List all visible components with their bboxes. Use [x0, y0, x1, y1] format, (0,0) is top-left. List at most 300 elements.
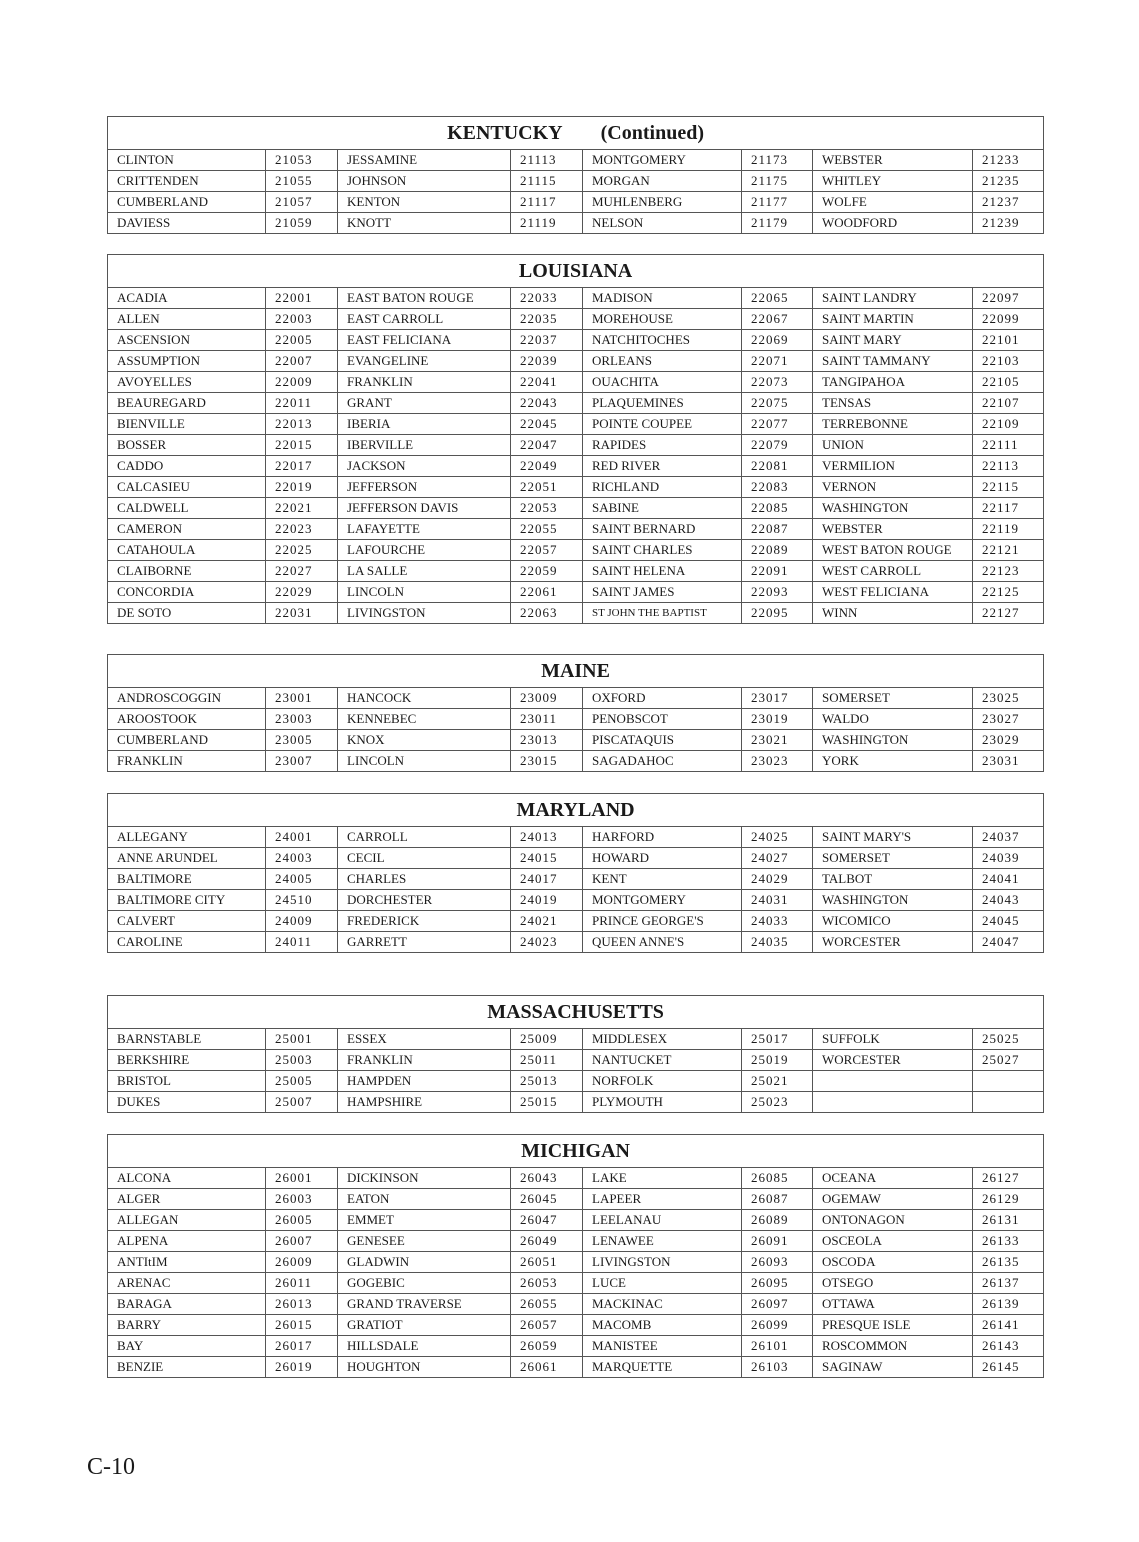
county-name: OSCEOLA — [813, 1231, 973, 1252]
county-name: CALVERT — [108, 911, 266, 932]
county-name: SAINT MARTIN — [813, 309, 973, 330]
county-code: 24023 — [511, 932, 583, 953]
county-name: WINN — [813, 603, 973, 624]
county-code: 22071 — [742, 351, 813, 372]
county-code: 21177 — [742, 192, 813, 213]
county-code: 22021 — [266, 498, 338, 519]
county-code: 26009 — [266, 1252, 338, 1273]
county-code: 22059 — [511, 561, 583, 582]
county-code: 21115 — [511, 171, 583, 192]
county-code: 21053 — [266, 150, 338, 171]
county-name: ALLEGANY — [108, 827, 266, 848]
county-code: 22089 — [742, 540, 813, 561]
state-table-massachusetts — [107, 995, 1044, 1113]
county-name: PRESQUE ISLE — [813, 1315, 973, 1336]
county-code: 26139 — [973, 1294, 1044, 1315]
county-code: 21055 — [266, 171, 338, 192]
county-name: CATAHOULA — [108, 540, 266, 561]
table-row — [108, 869, 1044, 890]
county-name: LUCE — [583, 1273, 742, 1294]
county-code: 22073 — [742, 372, 813, 393]
page-number: C-10 — [87, 1454, 135, 1480]
county-name: OCEANA — [813, 1168, 973, 1189]
county-code: 22117 — [973, 498, 1044, 519]
county-name: ASCENSION — [108, 330, 266, 351]
county-code: 26061 — [511, 1357, 583, 1378]
county-code: 22067 — [742, 309, 813, 330]
county-name: CECIL — [338, 848, 511, 869]
county-code: 21173 — [742, 150, 813, 171]
county-name: SAINT MARY — [813, 330, 973, 351]
county-name: RED RIVER — [583, 456, 742, 477]
county-name: WEBSTER — [813, 150, 973, 171]
county-name: SAGINAW — [813, 1357, 973, 1378]
table-row — [108, 372, 1044, 393]
state-title — [108, 255, 1044, 288]
county-name: LA SALLE — [338, 561, 511, 582]
county-code: 22079 — [742, 435, 813, 456]
county-name: MUHLENBERG — [583, 192, 742, 213]
county-code: 26089 — [742, 1210, 813, 1231]
county-name: LAFOURCHE — [338, 540, 511, 561]
county-code: 26007 — [266, 1231, 338, 1252]
county-name: WOODFORD — [813, 213, 973, 234]
state-title — [108, 655, 1044, 688]
state-title-text: KENTUCKY — [447, 122, 563, 144]
county-code: 24021 — [511, 911, 583, 932]
county-code: 23003 — [266, 709, 338, 730]
table-row — [108, 1210, 1044, 1231]
county-name: SOMERSET — [813, 688, 973, 709]
county-name: GARRETT — [338, 932, 511, 953]
table-row — [108, 213, 1044, 234]
county-name: SAINT LANDRY — [813, 288, 973, 309]
county-code: 26015 — [266, 1315, 338, 1336]
county-name: WEBSTER — [813, 519, 973, 540]
county-name: ACADIA — [108, 288, 266, 309]
county-code: 23031 — [973, 751, 1044, 772]
county-name: NORFOLK — [583, 1071, 742, 1092]
county-name: WALDO — [813, 709, 973, 730]
county-name: MADISON — [583, 288, 742, 309]
county-name: ORLEANS — [583, 351, 742, 372]
county-name: LIVINGSTON — [338, 603, 511, 624]
county-code: 26135 — [973, 1252, 1044, 1273]
county-name: WEST FELICIANA — [813, 582, 973, 603]
county-name: GRATIOT — [338, 1315, 511, 1336]
county-code: 23015 — [511, 751, 583, 772]
table-row — [108, 848, 1044, 869]
county-code: 26003 — [266, 1189, 338, 1210]
county-code: 25009 — [511, 1029, 583, 1050]
county-code: 24037 — [973, 827, 1044, 848]
county-name: MORGAN — [583, 171, 742, 192]
county-name: GOGEBIC — [338, 1273, 511, 1294]
county-code — [973, 1071, 1044, 1092]
county-code: 22043 — [511, 393, 583, 414]
state-title-text: MASSACHUSETTS — [487, 1001, 664, 1023]
county-name: CAROLINE — [108, 932, 266, 953]
county-name: WASHINGTON — [813, 730, 973, 751]
table-row — [108, 498, 1044, 519]
county-code: 26131 — [973, 1210, 1044, 1231]
county-name: JACKSON — [338, 456, 511, 477]
county-code: 22105 — [973, 372, 1044, 393]
county-code: 26099 — [742, 1315, 813, 1336]
county-name: PLAQUEMINES — [583, 393, 742, 414]
county-code: 22095 — [742, 603, 813, 624]
county-name: SAINT HELENA — [583, 561, 742, 582]
county-name: PISCATAQUIS — [583, 730, 742, 751]
county-name: ALCONA — [108, 1168, 266, 1189]
county-code: 24041 — [973, 869, 1044, 890]
county-code: 26103 — [742, 1357, 813, 1378]
county-name: CHARLES — [338, 869, 511, 890]
county-name: SAGADAHOC — [583, 751, 742, 772]
county-code: 25007 — [266, 1092, 338, 1113]
county-code: 21113 — [511, 150, 583, 171]
county-code: 24009 — [266, 911, 338, 932]
table-row — [108, 309, 1044, 330]
county-code: 26045 — [511, 1189, 583, 1210]
county-code: 26013 — [266, 1294, 338, 1315]
county-name: WOLFE — [813, 192, 973, 213]
county-name: BAY — [108, 1336, 266, 1357]
county-code: 22063 — [511, 603, 583, 624]
county-name: CARROLL — [338, 827, 511, 848]
county-name: BARNSTABLE — [108, 1029, 266, 1050]
county-code: 23021 — [742, 730, 813, 751]
county-name: EATON — [338, 1189, 511, 1210]
county-code: 22019 — [266, 477, 338, 498]
county-code: 26057 — [511, 1315, 583, 1336]
table-row — [108, 1252, 1044, 1273]
county-code: 21059 — [266, 213, 338, 234]
county-code: 22053 — [511, 498, 583, 519]
county-name: MACOMB — [583, 1315, 742, 1336]
county-code: 22005 — [266, 330, 338, 351]
county-name: SAINT CHARLES — [583, 540, 742, 561]
state-table-kentucky — [107, 116, 1044, 234]
county-code: 21237 — [973, 192, 1044, 213]
county-name: CRITTENDEN — [108, 171, 266, 192]
county-name: GRAND TRAVERSE — [338, 1294, 511, 1315]
county-code: 24027 — [742, 848, 813, 869]
county-name: CLINTON — [108, 150, 266, 171]
county-code: 24045 — [973, 911, 1044, 932]
county-name: KENT — [583, 869, 742, 890]
county-name: DE SOTO — [108, 603, 266, 624]
county-code: 24043 — [973, 890, 1044, 911]
county-name: LAFAYETTE — [338, 519, 511, 540]
county-name: WORCESTER — [813, 932, 973, 953]
county-name: FREDERICK — [338, 911, 511, 932]
county-code: 25011 — [511, 1050, 583, 1071]
table-row — [108, 1357, 1044, 1378]
county-name: POINTE COUPEE — [583, 414, 742, 435]
county-name: JEFFERSON DAVIS — [338, 498, 511, 519]
county-code: 23023 — [742, 751, 813, 772]
state-title — [108, 794, 1044, 827]
county-name: BRISTOL — [108, 1071, 266, 1092]
county-name: ROSCOMMON — [813, 1336, 973, 1357]
county-name: WHITLEY — [813, 171, 973, 192]
county-name: BALTIMORE CITY — [108, 890, 266, 911]
county-code: 25025 — [973, 1029, 1044, 1050]
county-name: TERREBONNE — [813, 414, 973, 435]
table-row — [108, 911, 1044, 932]
county-code: 26017 — [266, 1336, 338, 1357]
county-code: 22011 — [266, 393, 338, 414]
county-code: 22065 — [742, 288, 813, 309]
county-code: 23017 — [742, 688, 813, 709]
county-code: 26137 — [973, 1273, 1044, 1294]
county-code: 22069 — [742, 330, 813, 351]
county-code: 24017 — [511, 869, 583, 890]
county-name: CALDWELL — [108, 498, 266, 519]
county-name: OSCODA — [813, 1252, 973, 1273]
county-code: 22057 — [511, 540, 583, 561]
county-code: 22091 — [742, 561, 813, 582]
county-name: OTSEGO — [813, 1273, 973, 1294]
table-row — [108, 1071, 1044, 1092]
county-code: 24025 — [742, 827, 813, 848]
county-name: JEFFERSON — [338, 477, 511, 498]
county-name: VERMILION — [813, 456, 973, 477]
table-row — [108, 519, 1044, 540]
table-row — [108, 330, 1044, 351]
county-name — [813, 1092, 973, 1113]
county-code: 22017 — [266, 456, 338, 477]
county-code: 24031 — [742, 890, 813, 911]
county-code: 22051 — [511, 477, 583, 498]
county-code: 22097 — [973, 288, 1044, 309]
county-name: KENTON — [338, 192, 511, 213]
county-code: 26101 — [742, 1336, 813, 1357]
county-name: SOMERSET — [813, 848, 973, 869]
state-title-suffix: (Continued) — [600, 122, 704, 144]
table-row — [108, 1029, 1044, 1050]
county-name: DUKES — [108, 1092, 266, 1113]
county-name: WASHINGTON — [813, 498, 973, 519]
county-name — [813, 1071, 973, 1092]
state-title — [108, 1135, 1044, 1168]
county-code: 22103 — [973, 351, 1044, 372]
table-row — [108, 582, 1044, 603]
county-code: 24003 — [266, 848, 338, 869]
county-code: 25005 — [266, 1071, 338, 1092]
table-row — [108, 688, 1044, 709]
county-code — [973, 1092, 1044, 1113]
county-code: 23019 — [742, 709, 813, 730]
county-code: 26141 — [973, 1315, 1044, 1336]
county-name: WORCESTER — [813, 1050, 973, 1071]
state-title-text: MICHIGAN — [521, 1140, 630, 1162]
county-name: DICKINSON — [338, 1168, 511, 1189]
county-code: 22093 — [742, 582, 813, 603]
county-name: MANISTEE — [583, 1336, 742, 1357]
table-row — [108, 1050, 1044, 1071]
county-code: 22125 — [973, 582, 1044, 603]
county-name: GENESEE — [338, 1231, 511, 1252]
county-code: 22029 — [266, 582, 338, 603]
county-name: LINCOLN — [338, 582, 511, 603]
county-name: OUACHITA — [583, 372, 742, 393]
county-code: 26019 — [266, 1357, 338, 1378]
county-code: 22003 — [266, 309, 338, 330]
county-code: 21239 — [973, 213, 1044, 234]
county-name: BARRY — [108, 1315, 266, 1336]
county-code: 25003 — [266, 1050, 338, 1071]
county-code: 25027 — [973, 1050, 1044, 1071]
county-code: 24011 — [266, 932, 338, 953]
county-name: CADDO — [108, 456, 266, 477]
county-code: 26011 — [266, 1273, 338, 1294]
county-name: HAMPDEN — [338, 1071, 511, 1092]
table-row — [108, 1168, 1044, 1189]
table-row — [108, 351, 1044, 372]
county-code: 24029 — [742, 869, 813, 890]
table-row — [108, 1315, 1044, 1336]
county-name: MIDDLESEX — [583, 1029, 742, 1050]
county-code: 26059 — [511, 1336, 583, 1357]
state-title-text: MARYLAND — [516, 799, 635, 821]
county-code: 23001 — [266, 688, 338, 709]
county-name: MONTGOMERY — [583, 150, 742, 171]
county-code: 21235 — [973, 171, 1044, 192]
county-name: NATCHITOCHES — [583, 330, 742, 351]
county-code: 26001 — [266, 1168, 338, 1189]
county-name: OGEMAW — [813, 1189, 973, 1210]
county-code: 24033 — [742, 911, 813, 932]
county-name: LAKE — [583, 1168, 742, 1189]
county-code: 26087 — [742, 1189, 813, 1210]
table-row — [108, 751, 1044, 772]
county-name: YORK — [813, 751, 973, 772]
county-code: 26091 — [742, 1231, 813, 1252]
county-name: BERKSHIRE — [108, 1050, 266, 1071]
county-name: IBERVILLE — [338, 435, 511, 456]
county-name: CUMBERLAND — [108, 192, 266, 213]
table-row — [108, 1336, 1044, 1357]
table-row — [108, 288, 1044, 309]
county-code: 22111 — [973, 435, 1044, 456]
county-code: 23027 — [973, 709, 1044, 730]
county-name: LENAWEE — [583, 1231, 742, 1252]
county-code: 22087 — [742, 519, 813, 540]
county-code: 25019 — [742, 1050, 813, 1071]
county-name: TALBOT — [813, 869, 973, 890]
county-code: 22033 — [511, 288, 583, 309]
county-name: HOWARD — [583, 848, 742, 869]
county-code: 22099 — [973, 309, 1044, 330]
table-row — [108, 1189, 1044, 1210]
county-name: BOSSER — [108, 435, 266, 456]
county-name: DORCHESTER — [338, 890, 511, 911]
county-name: CLAIBORNE — [108, 561, 266, 582]
county-code: 26095 — [742, 1273, 813, 1294]
county-code: 21179 — [742, 213, 813, 234]
county-code: 24047 — [973, 932, 1044, 953]
county-name: HARFORD — [583, 827, 742, 848]
county-name: HOUGHTON — [338, 1357, 511, 1378]
county-code: 26127 — [973, 1168, 1044, 1189]
table-row — [108, 477, 1044, 498]
county-name: EAST FELICIANA — [338, 330, 511, 351]
county-code: 21119 — [511, 213, 583, 234]
county-code: 22121 — [973, 540, 1044, 561]
table-row — [108, 192, 1044, 213]
county-code: 22107 — [973, 393, 1044, 414]
table-row — [108, 540, 1044, 561]
county-code: 22055 — [511, 519, 583, 540]
state-table-michigan — [107, 1134, 1044, 1378]
county-code: 24015 — [511, 848, 583, 869]
county-name: IBERIA — [338, 414, 511, 435]
county-name: ALGER — [108, 1189, 266, 1210]
county-code: 22083 — [742, 477, 813, 498]
county-code: 26051 — [511, 1252, 583, 1273]
state-title — [108, 996, 1044, 1029]
state-table-louisiana — [107, 254, 1044, 624]
table-row — [108, 150, 1044, 171]
county-name: BARAGA — [108, 1294, 266, 1315]
county-code: 24035 — [742, 932, 813, 953]
county-name: ESSEX — [338, 1029, 511, 1050]
county-name: SABINE — [583, 498, 742, 519]
county-name: WASHINGTON — [813, 890, 973, 911]
table-row — [108, 603, 1044, 624]
county-code: 26093 — [742, 1252, 813, 1273]
county-name: SAINT BERNARD — [583, 519, 742, 540]
county-code: 22037 — [511, 330, 583, 351]
county-name: BIENVILLE — [108, 414, 266, 435]
county-name: ALLEN — [108, 309, 266, 330]
county-name: BALTIMORE — [108, 869, 266, 890]
county-code: 26055 — [511, 1294, 583, 1315]
table-row — [108, 827, 1044, 848]
county-code: 22127 — [973, 603, 1044, 624]
county-name: ALPENA — [108, 1231, 266, 1252]
county-name: SUFFOLK — [813, 1029, 973, 1050]
county-name: EMMET — [338, 1210, 511, 1231]
county-name: UNION — [813, 435, 973, 456]
county-code: 24039 — [973, 848, 1044, 869]
county-code: 22035 — [511, 309, 583, 330]
state-title-text: MAINE — [541, 660, 610, 682]
county-name: MONTGOMERY — [583, 890, 742, 911]
county-code: 24001 — [266, 827, 338, 848]
county-name: SAINT JAMES — [583, 582, 742, 603]
county-code: 26085 — [742, 1168, 813, 1189]
county-name: CUMBERLAND — [108, 730, 266, 751]
table-row — [108, 1294, 1044, 1315]
county-name: OTTAWA — [813, 1294, 973, 1315]
county-code: 21175 — [742, 171, 813, 192]
county-code: 22045 — [511, 414, 583, 435]
county-name: SAINT MARY'S — [813, 827, 973, 848]
county-name: JESSAMINE — [338, 150, 511, 171]
table-row — [108, 393, 1044, 414]
table-row — [108, 1231, 1044, 1252]
county-name: LAPEER — [583, 1189, 742, 1210]
county-name: ANDROSCOGGIN — [108, 688, 266, 709]
county-code: 26053 — [511, 1273, 583, 1294]
county-code: 24510 — [266, 890, 338, 911]
county-code: 22081 — [742, 456, 813, 477]
county-code: 22049 — [511, 456, 583, 477]
county-code: 22075 — [742, 393, 813, 414]
